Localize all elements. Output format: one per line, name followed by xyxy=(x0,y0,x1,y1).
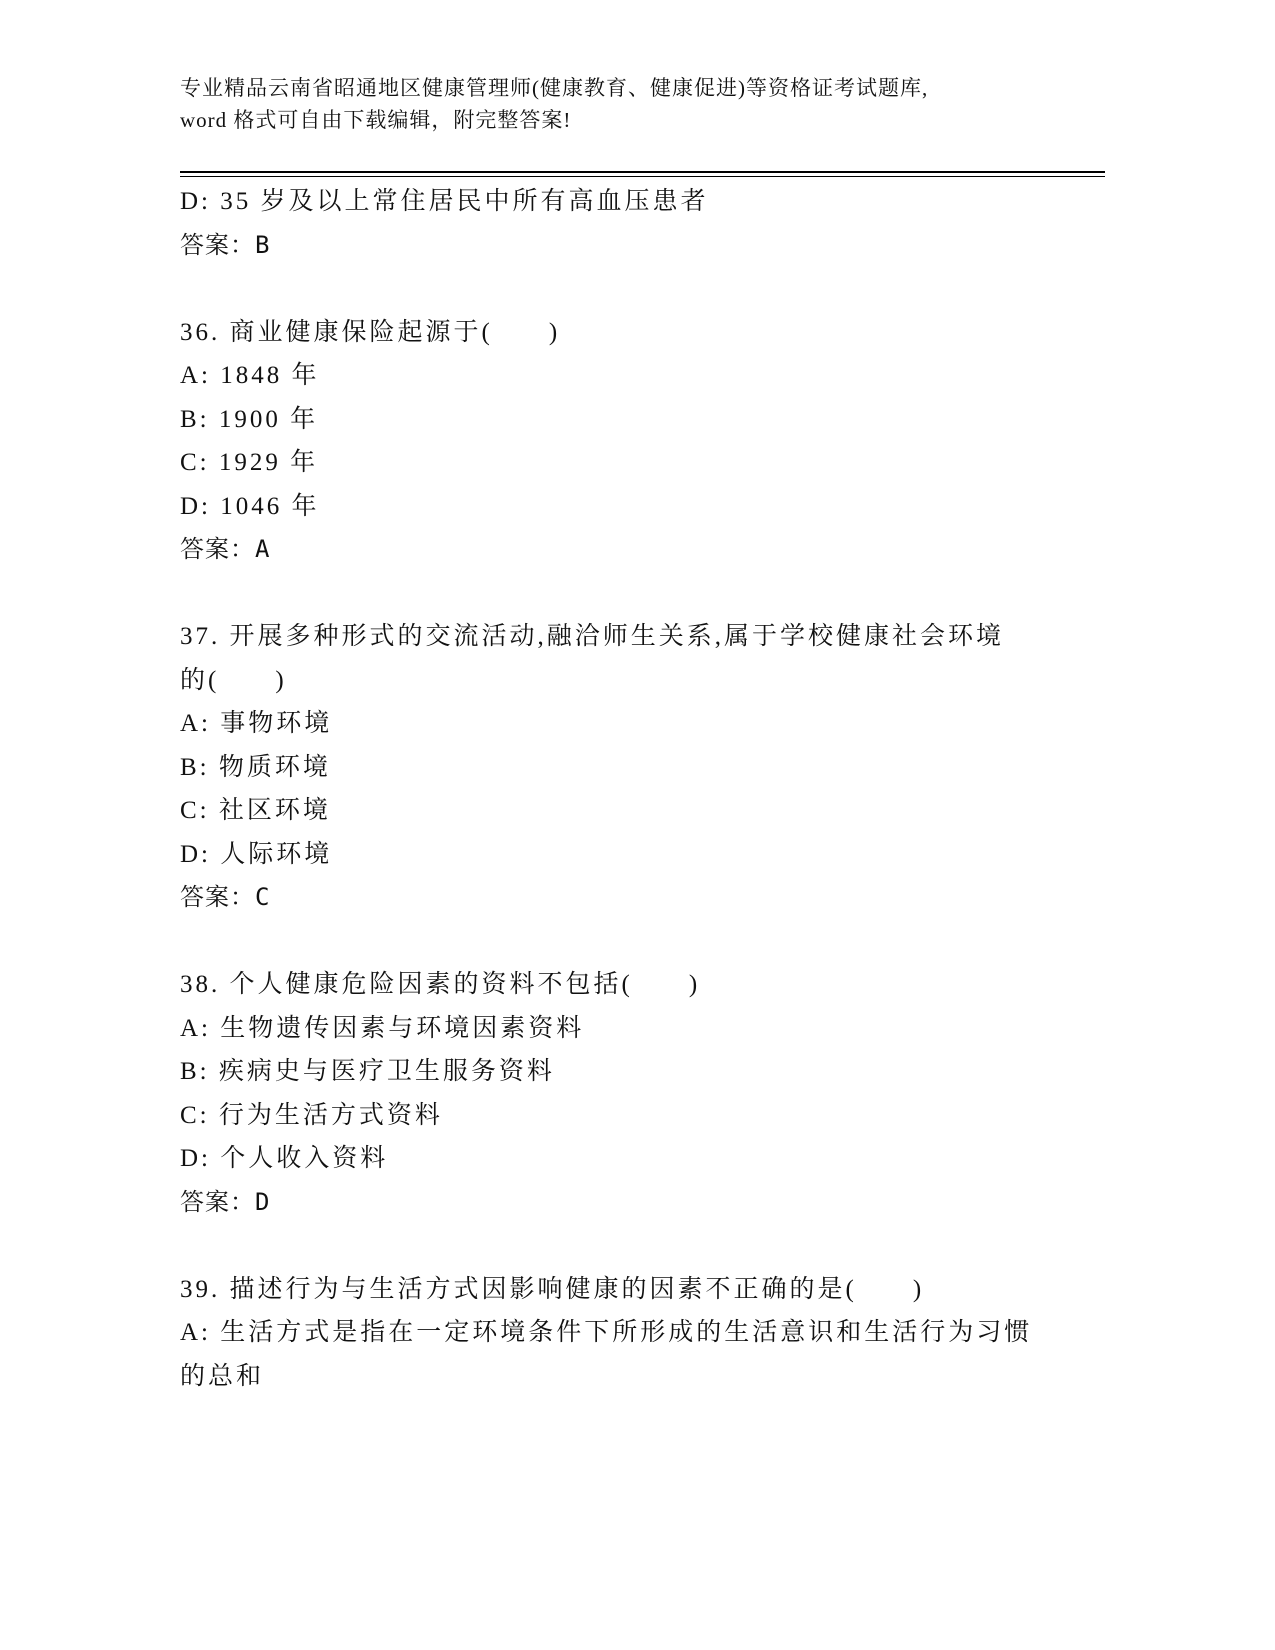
question-37 xyxy=(180,615,1080,920)
option-a: A: 生物遗传因素与环境因素资料 xyxy=(180,1014,585,1042)
answer: 答案：A xyxy=(180,535,271,563)
option-b: B: 1900 年 xyxy=(180,405,319,433)
question-title: 37. 开展多种形式的交流活动,融洽师生关系,属于学校健康社会环境 xyxy=(180,623,1005,650)
option-c: C: 行为生活方式资料 xyxy=(180,1101,443,1129)
option-b: B: 物质环境 xyxy=(180,753,331,781)
answer: 答案：C xyxy=(180,883,271,911)
option-a: A: 1848 年 xyxy=(180,362,320,389)
header-line-2: word 格式可自由下载编辑，附完整答案! xyxy=(180,108,572,132)
document-body xyxy=(180,180,1080,1398)
answer: 答案：B xyxy=(180,230,271,259)
document-header xyxy=(180,72,928,136)
option-d: D: 个人收入资料 xyxy=(180,1145,389,1172)
option-a: A: 生活方式是指在一定环境条件下所形成的生活意识和生活行为习惯 xyxy=(180,1319,1033,1346)
question-title-cont: 的( ) xyxy=(180,666,287,694)
header-line-1: 专业精品云南省昭通地区健康管理师(健康教育、健康促进)等资格证考试题库, xyxy=(180,76,929,100)
header-divider xyxy=(180,171,1105,173)
option-a-cont: 的总和 xyxy=(180,1362,265,1390)
question-title: 39. 描述行为与生活方式因影响健康的因素不正确的是( ) xyxy=(180,1275,925,1303)
header-divider-thin xyxy=(180,176,1105,177)
option-c: C: 1929 年 xyxy=(180,449,319,476)
option-d: D: 人际环境 xyxy=(180,840,333,868)
option-d: D: 35 岁及以上常住居民中所有高血压患者 xyxy=(180,188,709,215)
question-39 xyxy=(180,1268,1080,1399)
option-d: D: 1046 年 xyxy=(180,492,320,520)
question-36 xyxy=(180,311,1080,572)
option-a: A: 事物环境 xyxy=(180,710,333,737)
option-b: B: 疾病史与医疗卫生服务资料 xyxy=(180,1058,555,1085)
option-c: C: 社区环境 xyxy=(180,797,331,824)
question-title: 38. 个人健康危险因素的资料不包括( ) xyxy=(180,971,701,998)
answer: 答案：D xyxy=(180,1187,271,1216)
question-38 xyxy=(180,963,1080,1224)
question-title: 36. 商业健康保险起源于( ) xyxy=(180,318,561,346)
